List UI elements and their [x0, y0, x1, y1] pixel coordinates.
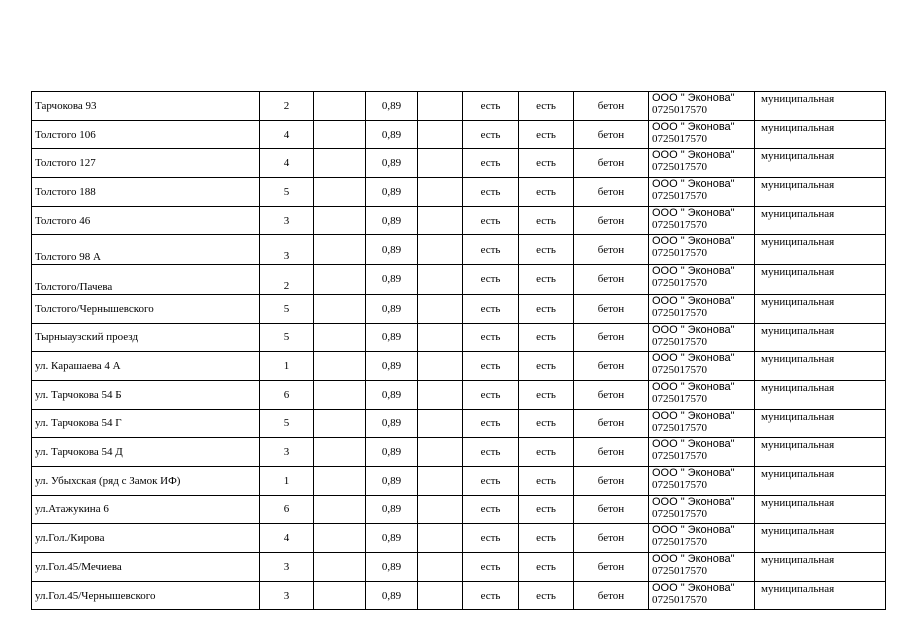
org-name: ООО " Эконова" [652, 438, 735, 451]
cell-feature-a: есть [463, 92, 519, 121]
cell-surface: бетон [574, 178, 649, 207]
cell-empty [314, 581, 366, 610]
cell-surface: бетон [574, 466, 649, 495]
cell-surface: бетон [574, 323, 649, 352]
cell-feature-a: есть [463, 235, 519, 265]
cell-empty [418, 438, 463, 467]
cell-surface: бетон [574, 495, 649, 524]
cell-organization [649, 235, 755, 265]
cell-feature-b: есть [519, 553, 574, 582]
cell-address: ул. Убыхская (ряд с Замок ИФ) [32, 466, 260, 495]
cell-empty [314, 178, 366, 207]
cell-count: 4 [260, 120, 314, 149]
cell-feature-b: есть [519, 409, 574, 438]
cell-surface: бетон [574, 235, 649, 265]
org-phone: 0725017570 [652, 190, 707, 203]
cell-surface: бетон [574, 380, 649, 409]
cell-surface: бетон [574, 92, 649, 121]
cell-empty [418, 235, 463, 265]
cell-empty [314, 265, 366, 295]
cell-count: 2 [260, 265, 314, 295]
cell-organization [649, 265, 755, 295]
cell-ownership: муниципальная [755, 294, 886, 323]
cell-feature-a: есть [463, 149, 519, 178]
cell-organization [649, 149, 755, 178]
table-row [32, 178, 886, 207]
cell-address: Тырныаузский проезд [32, 323, 260, 352]
cell-address: Толстого 98 А [32, 235, 260, 265]
org-name: ООО " Эконова" [652, 380, 735, 393]
cell-ownership: муниципальная [755, 92, 886, 121]
org-name: ООО " Эконова" [652, 92, 735, 104]
org-phone: 0725017570 [652, 218, 707, 231]
cell-address: ул.Гол.45/Чернышевского [32, 581, 260, 610]
org-phone: 0725017570 [652, 277, 707, 290]
cell-organization [649, 581, 755, 610]
cell-feature-a: есть [463, 553, 519, 582]
org-name: ООО " Эконова" [652, 466, 735, 479]
cell-surface: бетон [574, 581, 649, 610]
org-phone: 0725017570 [652, 478, 707, 491]
cell-coefficient: 0,89 [366, 352, 418, 381]
cell-empty [314, 438, 366, 467]
cell-feature-b: есть [519, 92, 574, 121]
cell-empty [418, 466, 463, 495]
cell-feature-a: есть [463, 265, 519, 295]
cell-ownership: муниципальная [755, 380, 886, 409]
org-phone: 0725017570 [652, 421, 707, 434]
org-name: ООО " Эконова" [652, 265, 735, 278]
cell-empty [418, 495, 463, 524]
cell-empty [314, 352, 366, 381]
cell-feature-b: есть [519, 323, 574, 352]
cell-feature-a: есть [463, 352, 519, 381]
cell-ownership: муниципальная [755, 495, 886, 524]
cell-coefficient: 0,89 [366, 323, 418, 352]
cell-count: 5 [260, 409, 314, 438]
table-row [32, 581, 886, 610]
cell-empty [418, 524, 463, 553]
cell-empty [418, 149, 463, 178]
cell-empty [418, 92, 463, 121]
cell-coefficient: 0,89 [366, 149, 418, 178]
cell-coefficient: 0,89 [366, 294, 418, 323]
cell-ownership: муниципальная [755, 466, 886, 495]
cell-surface: бетон [574, 438, 649, 467]
cell-feature-b: есть [519, 438, 574, 467]
cell-organization [649, 206, 755, 235]
cell-organization [649, 352, 755, 381]
cell-address: ул.Атажукина 6 [32, 495, 260, 524]
org-name: ООО " Эконова" [652, 409, 735, 422]
cell-address: Толстого 46 [32, 206, 260, 235]
cell-ownership: муниципальная [755, 120, 886, 149]
cell-count: 3 [260, 581, 314, 610]
cell-coefficient: 0,89 [366, 206, 418, 235]
cell-feature-a: есть [463, 581, 519, 610]
cell-ownership: муниципальная [755, 352, 886, 381]
cell-address: ул. Тарчокова 54 Д [32, 438, 260, 467]
cell-feature-b: есть [519, 352, 574, 381]
cell-empty [418, 120, 463, 149]
cell-empty [314, 206, 366, 235]
cell-ownership: муниципальная [755, 553, 886, 582]
table-row [32, 553, 886, 582]
cell-feature-b: есть [519, 581, 574, 610]
cell-feature-b: есть [519, 206, 574, 235]
cell-coefficient: 0,89 [366, 120, 418, 149]
cell-ownership: муниципальная [755, 235, 886, 265]
data-table [31, 91, 886, 610]
cell-surface: бетон [574, 352, 649, 381]
org-name: ООО " Эконова" [652, 294, 735, 307]
cell-feature-b: есть [519, 265, 574, 295]
cell-feature-a: есть [463, 466, 519, 495]
cell-organization [649, 120, 755, 149]
table-row [32, 380, 886, 409]
cell-ownership: муниципальная [755, 409, 886, 438]
org-phone: 0725017570 [652, 247, 707, 260]
org-name: ООО " Эконова" [652, 120, 735, 133]
cell-coefficient: 0,89 [366, 553, 418, 582]
cell-address: ул. Карашаева 4 А [32, 352, 260, 381]
org-name: ООО " Эконова" [652, 178, 735, 191]
cell-count: 5 [260, 294, 314, 323]
cell-empty [418, 206, 463, 235]
org-phone: 0725017570 [652, 364, 707, 377]
cell-organization [649, 495, 755, 524]
cell-feature-a: есть [463, 495, 519, 524]
org-phone: 0725017570 [652, 161, 707, 174]
cell-empty [314, 92, 366, 121]
cell-surface: бетон [574, 409, 649, 438]
org-phone: 0725017570 [652, 507, 707, 520]
cell-count: 6 [260, 495, 314, 524]
cell-coefficient: 0,89 [366, 581, 418, 610]
org-phone: 0725017570 [652, 335, 707, 348]
table-row [32, 206, 886, 235]
cell-feature-a: есть [463, 294, 519, 323]
cell-organization [649, 438, 755, 467]
cell-empty [418, 553, 463, 582]
cell-feature-a: есть [463, 323, 519, 352]
cell-address: Толстого/Пачева [32, 265, 260, 295]
cell-address: Толстого 127 [32, 149, 260, 178]
table-row [32, 120, 886, 149]
cell-ownership: муниципальная [755, 178, 886, 207]
cell-count: 3 [260, 235, 314, 265]
cell-ownership: муниципальная [755, 149, 886, 178]
cell-empty [314, 120, 366, 149]
cell-organization [649, 466, 755, 495]
cell-coefficient: 0,89 [366, 235, 418, 265]
cell-address: ул.Гол.45/Мечиева [32, 553, 260, 582]
cell-feature-a: есть [463, 178, 519, 207]
table-row [32, 235, 886, 265]
cell-organization [649, 524, 755, 553]
cell-count: 1 [260, 352, 314, 381]
table-row [32, 294, 886, 323]
cell-count: 4 [260, 149, 314, 178]
cell-empty [314, 235, 366, 265]
cell-surface: бетон [574, 265, 649, 295]
cell-feature-b: есть [519, 380, 574, 409]
cell-empty [314, 524, 366, 553]
org-name: ООО " Эконова" [652, 553, 735, 565]
org-phone: 0725017570 [652, 450, 707, 463]
cell-ownership: муниципальная [755, 438, 886, 467]
cell-empty [314, 149, 366, 178]
cell-organization [649, 323, 755, 352]
table-row [32, 323, 886, 352]
cell-address: ул. Тарчокова 54 Б [32, 380, 260, 409]
cell-ownership: муниципальная [755, 581, 886, 610]
cell-address: Тарчокова 93 [32, 92, 260, 121]
table-row [32, 149, 886, 178]
cell-ownership: муниципальная [755, 265, 886, 295]
cell-empty [314, 495, 366, 524]
cell-coefficient: 0,89 [366, 438, 418, 467]
table-row [32, 524, 886, 553]
cell-organization [649, 380, 755, 409]
cell-feature-a: есть [463, 409, 519, 438]
org-name: ООО " Эконова" [652, 524, 735, 537]
cell-address: Толстого 106 [32, 120, 260, 149]
org-phone: 0725017570 [652, 306, 707, 319]
table-row [32, 352, 886, 381]
cell-empty [314, 323, 366, 352]
cell-feature-a: есть [463, 380, 519, 409]
cell-address: ул. Тарчокова 54 Г [32, 409, 260, 438]
cell-empty [418, 265, 463, 295]
cell-feature-b: есть [519, 235, 574, 265]
org-phone: 0725017570 [652, 392, 707, 405]
cell-coefficient: 0,89 [366, 495, 418, 524]
cell-feature-b: есть [519, 178, 574, 207]
org-phone: 0725017570 [652, 132, 707, 145]
table-row [32, 265, 886, 295]
cell-count: 6 [260, 380, 314, 409]
cell-organization [649, 409, 755, 438]
cell-count: 2 [260, 92, 314, 121]
org-name: ООО " Эконова" [652, 206, 735, 219]
org-name: ООО " Эконова" [652, 323, 735, 336]
cell-count: 3 [260, 438, 314, 467]
cell-coefficient: 0,89 [366, 380, 418, 409]
org-phone: 0725017570 [652, 565, 707, 577]
cell-coefficient: 0,89 [366, 524, 418, 553]
cell-address: Толстого 188 [32, 178, 260, 207]
cell-surface: бетон [574, 149, 649, 178]
cell-organization [649, 553, 755, 582]
cell-ownership: муниципальная [755, 206, 886, 235]
cell-empty [314, 380, 366, 409]
cell-ownership: муниципальная [755, 524, 886, 553]
cell-count: 3 [260, 206, 314, 235]
cell-count: 5 [260, 178, 314, 207]
cell-surface: бетон [574, 206, 649, 235]
cell-feature-b: есть [519, 120, 574, 149]
cell-count: 1 [260, 466, 314, 495]
cell-surface: бетон [574, 294, 649, 323]
org-name: ООО " Эконова" [652, 149, 735, 162]
org-phone: 0725017570 [652, 104, 707, 116]
cell-empty [418, 380, 463, 409]
cell-feature-b: есть [519, 495, 574, 524]
cell-address: Толстого/Чернышевского [32, 294, 260, 323]
cell-feature-a: есть [463, 206, 519, 235]
org-name: ООО " Эконова" [652, 495, 735, 508]
cell-feature-b: есть [519, 149, 574, 178]
org-name: ООО " Эконова" [652, 235, 735, 248]
cell-count: 4 [260, 524, 314, 553]
cell-count: 5 [260, 323, 314, 352]
cell-empty [314, 553, 366, 582]
cell-empty [418, 352, 463, 381]
cell-empty [314, 409, 366, 438]
cell-empty [418, 409, 463, 438]
cell-count: 3 [260, 553, 314, 582]
cell-surface: бетон [574, 524, 649, 553]
cell-coefficient: 0,89 [366, 265, 418, 295]
cell-feature-b: есть [519, 524, 574, 553]
cell-organization [649, 92, 755, 121]
cell-empty [418, 323, 463, 352]
cell-coefficient: 0,89 [366, 92, 418, 121]
cell-feature-a: есть [463, 438, 519, 467]
table-body [32, 92, 886, 610]
cell-empty [418, 294, 463, 323]
cell-empty [314, 466, 366, 495]
cell-coefficient: 0,89 [366, 178, 418, 207]
table-row [32, 438, 886, 467]
table-row [32, 409, 886, 438]
cell-surface: бетон [574, 553, 649, 582]
table-row [32, 466, 886, 495]
cell-ownership: муниципальная [755, 323, 886, 352]
cell-empty [418, 178, 463, 207]
org-name: ООО " Эконова" [652, 352, 735, 365]
cell-feature-b: есть [519, 466, 574, 495]
cell-feature-b: есть [519, 294, 574, 323]
table-row [32, 495, 886, 524]
cell-feature-a: есть [463, 524, 519, 553]
cell-empty [314, 294, 366, 323]
cell-empty [418, 581, 463, 610]
cell-organization [649, 178, 755, 207]
org-name: ООО " Эконова" [652, 581, 735, 594]
org-phone: 0725017570 [652, 536, 707, 549]
cell-coefficient: 0,89 [366, 466, 418, 495]
cell-address: ул.Гол./Кирова [32, 524, 260, 553]
table-row [32, 92, 886, 121]
cell-surface: бетон [574, 120, 649, 149]
cell-feature-a: есть [463, 120, 519, 149]
org-phone: 0725017570 [652, 593, 707, 606]
cell-organization [649, 294, 755, 323]
cell-coefficient: 0,89 [366, 409, 418, 438]
